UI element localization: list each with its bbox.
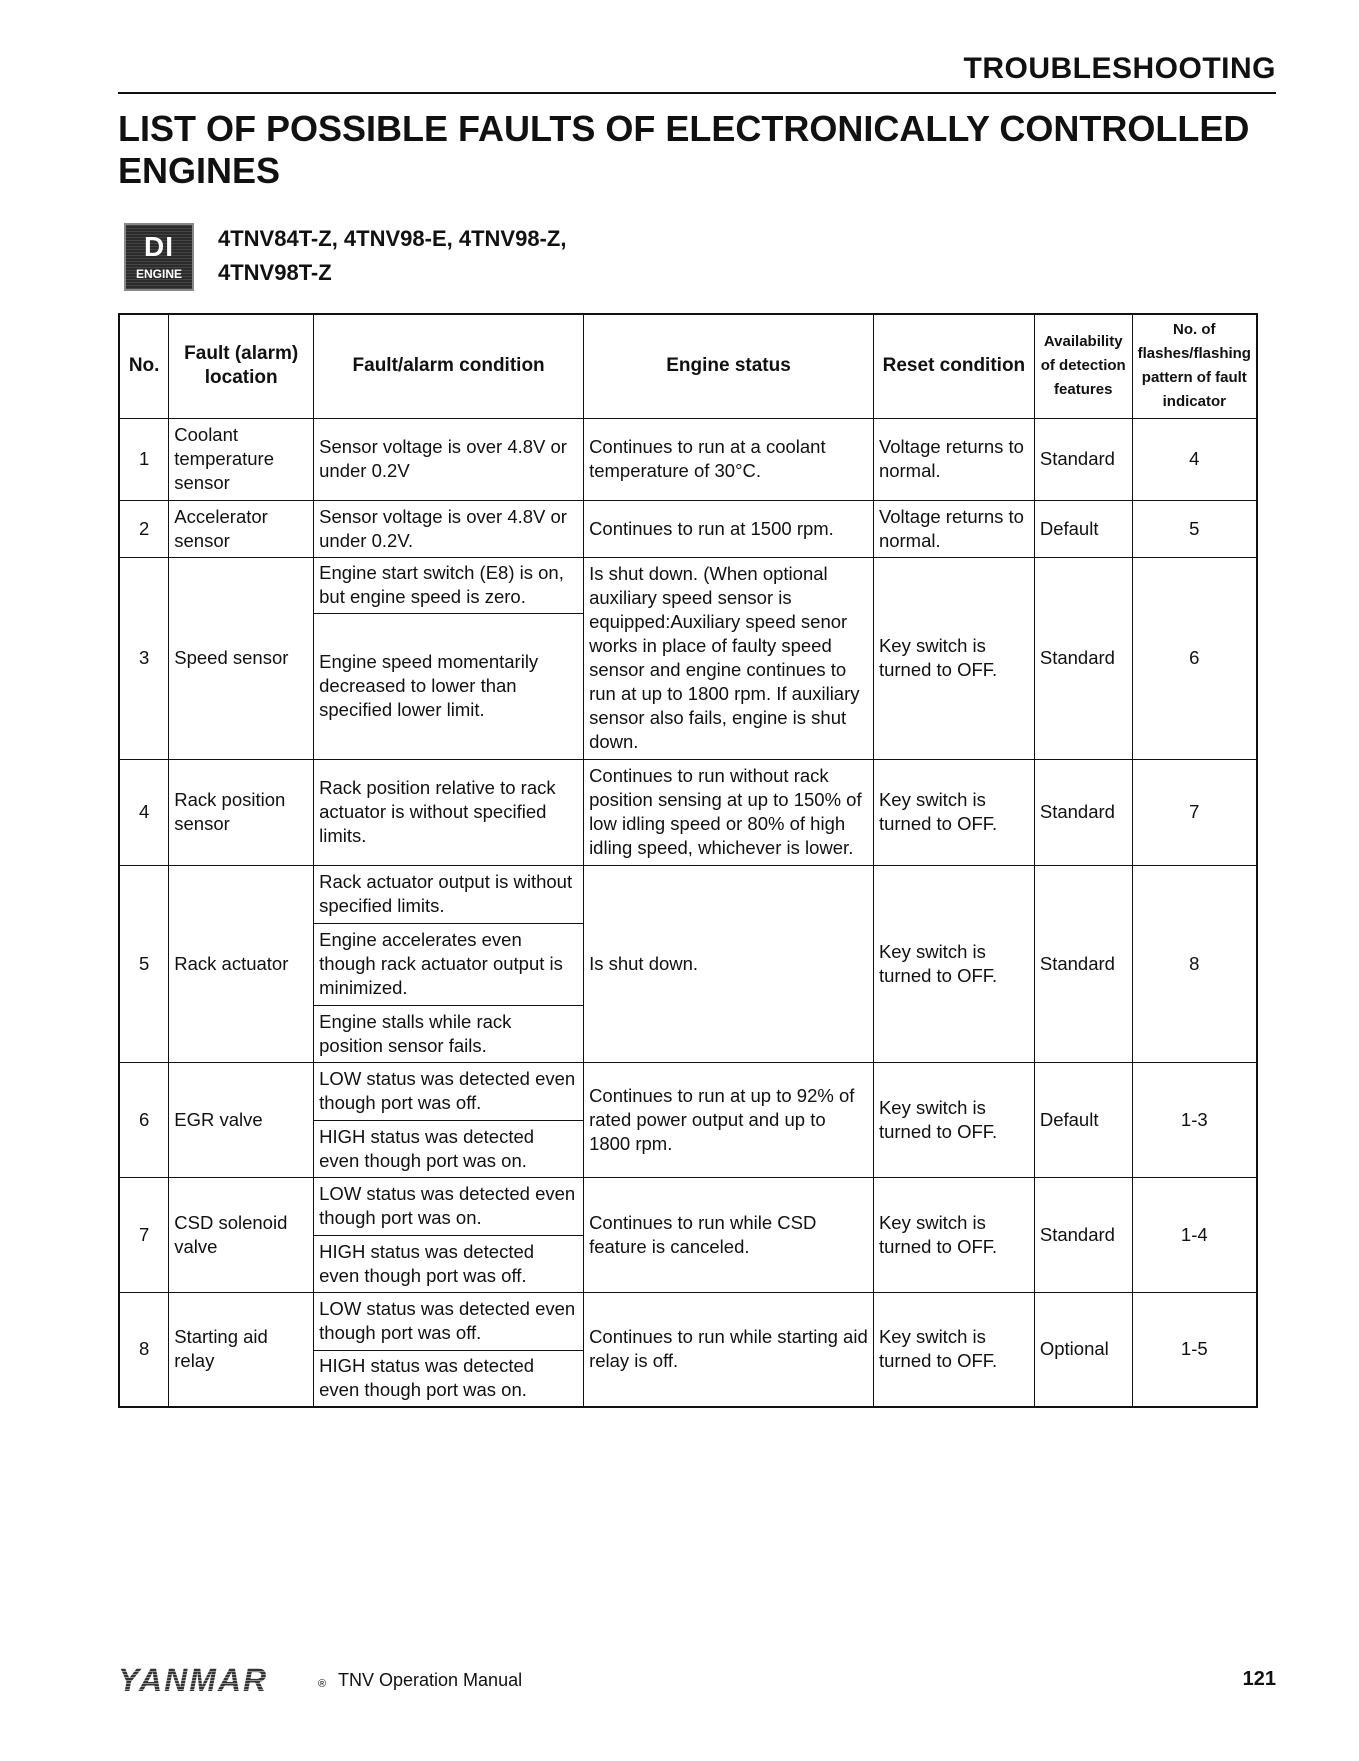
engine-models	[218, 222, 566, 290]
cell-condition: Engine start switch (E8) is on, but engine speed is zero.	[314, 557, 584, 613]
cell-no: 8	[119, 1292, 169, 1407]
cell-condition: LOW status was detected even though port was off.	[314, 1062, 584, 1120]
table-row	[119, 557, 1257, 613]
cell-condition: LOW status was detected even though port was on.	[314, 1177, 584, 1235]
cell-condition: Rack position relative to rack actuator is without specified limits.	[314, 759, 584, 865]
di-engine-icon	[124, 223, 194, 291]
cell-no: 7	[119, 1177, 169, 1292]
table-header-row	[119, 314, 1257, 418]
cell-location: Rack position sensor	[169, 759, 314, 865]
cell-condition: LOW status was detected even though port was off.	[314, 1292, 584, 1350]
col-header-location: Fault (alarm) location	[169, 314, 314, 418]
cell-engine-status: Is shut down.	[584, 865, 874, 1062]
page-footer	[118, 1662, 1276, 1698]
cell-availability: Default	[1034, 1062, 1132, 1177]
cell-availability: Standard	[1034, 557, 1132, 759]
manual-title: TNV Operation Manual	[338, 1670, 523, 1690]
cell-reset: Key switch is turned to OFF.	[873, 865, 1034, 1062]
cell-location: Rack actuator	[169, 865, 314, 1062]
badge-line2: ENGINE	[135, 267, 182, 281]
cell-condition: HIGH status was detected even though port was on.	[314, 1120, 584, 1177]
cell-condition: Engine stalls while rack position sensor fails.	[314, 1005, 584, 1062]
cell-reset: Key switch is turned to OFF.	[873, 1177, 1034, 1292]
cell-flashes: 5	[1132, 500, 1257, 557]
cell-condition: HIGH status was detected even though port was on.	[314, 1350, 584, 1407]
cell-availability: Standard	[1034, 759, 1132, 865]
col-header-flashes: No. of flashes/flashing pattern of fault indicator	[1132, 314, 1257, 418]
yanmar-logo: YANMAR	[118, 1662, 269, 1698]
cell-flashes: 6	[1132, 557, 1257, 759]
cell-reset: Key switch is turned to OFF.	[873, 557, 1034, 759]
section-header: TROUBLESHOOTING	[118, 52, 1276, 94]
cell-flashes: 8	[1132, 865, 1257, 1062]
cell-availability: Standard	[1034, 865, 1132, 1062]
models-line2: 4TNV98T-Z	[218, 260, 332, 285]
cell-no: 5	[119, 865, 169, 1062]
cell-location: CSD solenoid valve	[169, 1177, 314, 1292]
badge-line1: DI	[144, 231, 174, 262]
cell-reset: Key switch is turned to OFF.	[873, 1292, 1034, 1407]
cell-condition: Sensor voltage is over 4.8V or under 0.2V	[314, 418, 584, 500]
cell-flashes: 4	[1132, 418, 1257, 500]
cell-availability: Optional	[1034, 1292, 1132, 1407]
table-row	[119, 759, 1257, 865]
cell-condition: HIGH status was detected even though port was off.	[314, 1235, 584, 1292]
col-header-no: No.	[119, 314, 169, 418]
table-row	[119, 1292, 1257, 1350]
cell-no: 4	[119, 759, 169, 865]
cell-condition: Rack actuator output is without specified limits.	[314, 865, 584, 923]
cell-condition: Engine accelerates even though rack actuator output is minimized.	[314, 923, 584, 1005]
cell-engine-status: Continues to run at a coolant temperature of 30°C.	[584, 418, 874, 500]
page-title: LIST OF POSSIBLE FAULTS OF ELECTRONICALLY CONTROLLED ENGINES	[118, 108, 1250, 191]
cell-engine-status: Continues to run without rack position sensing at up to 150% of low idling speed or 80% of high idling speed, whichever is lower.	[584, 759, 874, 865]
cell-no: 3	[119, 557, 169, 759]
col-header-availability: Availability of detection features	[1034, 314, 1132, 418]
cell-engine-status: Continues to run at up to 92% of rated power output and up to 1800 rpm.	[584, 1062, 874, 1177]
cell-engine-status: Continues to run at 1500 rpm.	[584, 500, 874, 557]
table-row	[119, 1062, 1257, 1120]
cell-location: EGR valve	[169, 1062, 314, 1177]
col-header-condition: Fault/alarm condition	[314, 314, 584, 418]
cell-availability: Standard	[1034, 418, 1132, 500]
col-header-reset: Reset condition	[873, 314, 1034, 418]
registered-mark: ®	[318, 1678, 327, 1690]
cell-condition: Engine speed momentarily decreased to lower than specified lower limit.	[314, 613, 584, 759]
page-number: 121	[1242, 1668, 1276, 1690]
cell-flashes: 7	[1132, 759, 1257, 865]
cell-reset: Voltage returns to normal.	[873, 418, 1034, 500]
table-row	[119, 500, 1257, 557]
cell-no: 6	[119, 1062, 169, 1177]
cell-engine-status: Continues to run while starting aid relay is off.	[584, 1292, 874, 1407]
cell-location: Speed sensor	[169, 557, 314, 759]
models-line1: 4TNV84T-Z, 4TNV98-E, 4TNV98-Z,	[218, 226, 567, 251]
cell-location: Coolant temperature sensor	[169, 418, 314, 500]
cell-flashes: 1-4	[1132, 1177, 1257, 1292]
cell-reset: Key switch is turned to OFF.	[873, 1062, 1034, 1177]
cell-engine-status: Continues to run while CSD feature is canceled.	[584, 1177, 874, 1292]
table-row	[119, 418, 1257, 500]
table-row	[119, 1177, 1257, 1235]
cell-availability: Standard	[1034, 1177, 1132, 1292]
cell-reset: Voltage returns to normal.	[873, 500, 1034, 557]
cell-flashes: 1-5	[1132, 1292, 1257, 1407]
cell-availability: Default	[1034, 500, 1132, 557]
cell-condition: Sensor voltage is over 4.8V or under 0.2V.	[314, 500, 584, 557]
cell-location: Accelerator sensor	[169, 500, 314, 557]
cell-no: 1	[119, 418, 169, 500]
cell-no: 2	[119, 500, 169, 557]
col-header-engine-status: Engine status	[584, 314, 874, 418]
cell-flashes: 1-3	[1132, 1062, 1257, 1177]
table-row	[119, 865, 1257, 923]
cell-location: Starting aid relay	[169, 1292, 314, 1407]
fault-table	[118, 313, 1258, 1408]
cell-engine-status: Is shut down. (When optional auxiliary speed sensor is equipped:Auxiliary speed senor works in place of faulty speed sensor and engine continues to run at up to 1800 rpm. If auxiliary sensor also fails, engine is shut down.	[584, 557, 874, 759]
cell-reset: Key switch is turned to OFF.	[873, 759, 1034, 865]
